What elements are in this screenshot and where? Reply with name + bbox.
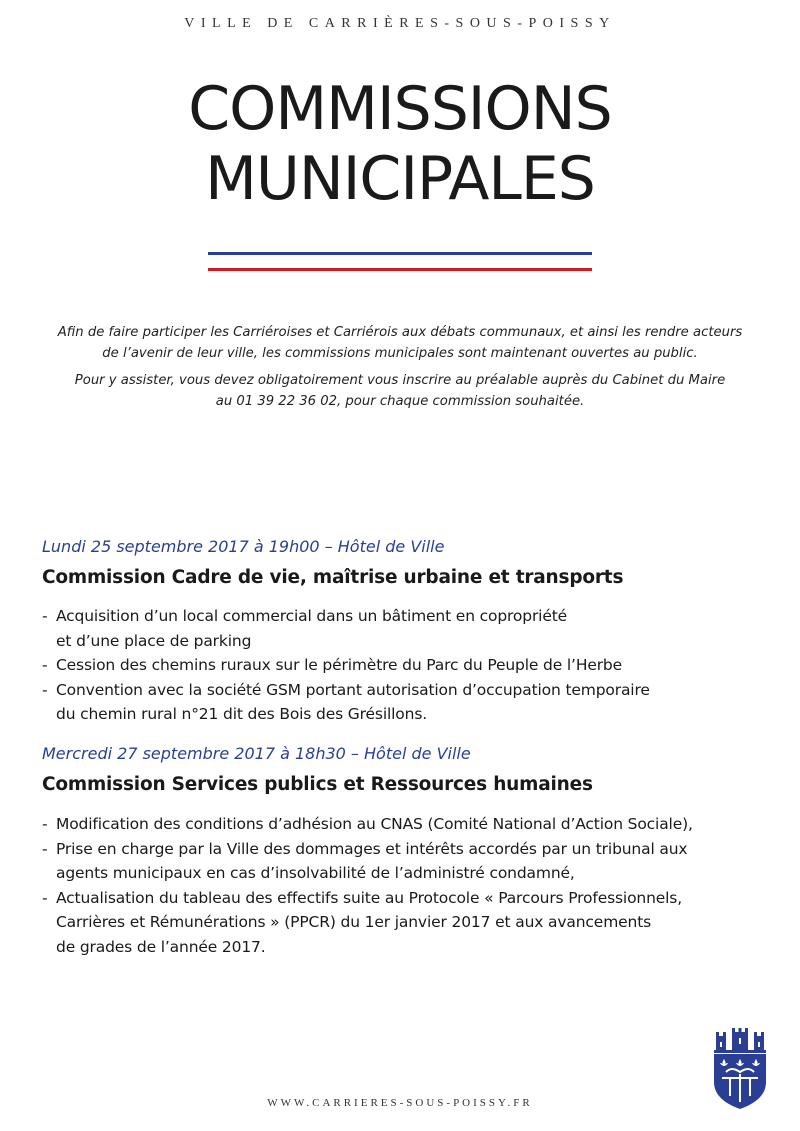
intro-p1-line2: de l’avenir de leur ville, les commissions municipales sont maintenant ouvertes au public.: [102, 346, 698, 361]
list-item: [42, 812, 772, 837]
list-item: [42, 837, 772, 886]
flag-stripe-blue: [208, 252, 592, 255]
list-item-line: du chemin rural n°21 dit des Bois des Grésillons.: [56, 705, 428, 723]
intro-p2-line1: Pour y assister, vous devez obligatoirement vous inscrire au préalable auprès du Cabinet du Maire: [74, 373, 726, 388]
section-1-title: Commission Cadre de vie, maîtrise urbaine et transports: [42, 567, 624, 588]
page-title-line-2: MUNICIPALES: [205, 144, 595, 214]
page-title: [0, 74, 800, 214]
list-item-line: - Cession des chemins ruraux sur le périmètre du Parc du Peuple de l’Herbe: [56, 656, 623, 674]
page-title-line-1: COMMISSIONS: [188, 74, 612, 144]
list-item-line: - Modification des conditions d’adhésion au CNAS (Comité National d’Action Sociale),: [56, 815, 693, 833]
intro-paragraph-1: [40, 322, 760, 364]
list-item: [42, 653, 772, 678]
flag-stripe-red: [208, 268, 592, 271]
list-item-line: et d’une place de parking: [56, 631, 252, 650]
list-item-line: Carrières et Rémunérations » (PPCR) du 1er janvier 2017 et aux avancements: [56, 913, 652, 931]
section-2-title: Commission Services publics et Ressources humaines: [42, 774, 593, 795]
list-item-line: - Actualisation du tableau des effectifs suite au Protocole « Parcours Professionnels,: [56, 888, 683, 907]
website-link[interactable]: WWW.CARRIERES-SOUS-POISSY.FR: [267, 1097, 533, 1109]
list-item: [42, 886, 772, 960]
section-1-date: Lundi 25 septembre 2017 à 19h00 – Hôtel de Ville: [42, 537, 445, 556]
list-item-line: de grades de l’année 2017.: [56, 937, 266, 956]
list-item: [42, 604, 772, 653]
intro-p1-line1: Afin de faire participer les Carriéroises et Carriérois aux débats communaux, et ainsi les rendre acteurs: [57, 325, 743, 340]
intro-p2-line2: au 01 39 22 36 02, pour chaque commission souhaitée.: [215, 394, 585, 409]
list-item-line: - Convention avec la société GSM portant autorisation d’occupation temporaire: [56, 680, 650, 699]
list-item-line: - Prise en charge par la Ville des dommages et intérêts accordés par un tribunal aux: [56, 839, 688, 858]
intro-paragraph-2: [40, 370, 760, 412]
list-item-line: agents municipaux en cas d’insolvabilité de l’administré condamné,: [56, 864, 575, 882]
list-item: [42, 678, 772, 727]
section-2-date: Mercredi 27 septembre 2017 à 18h30 – Hôtel de Ville: [42, 744, 471, 763]
city-name-header: VILLE DE CARRIÈRES-SOUS-POISSY: [184, 16, 616, 31]
section-1-items: [42, 604, 772, 727]
list-item-line: - Acquisition d’un local commercial dans un bâtiment en copropriété: [56, 607, 568, 625]
section-2-items: [42, 812, 772, 959]
intro-text: [40, 322, 760, 418]
